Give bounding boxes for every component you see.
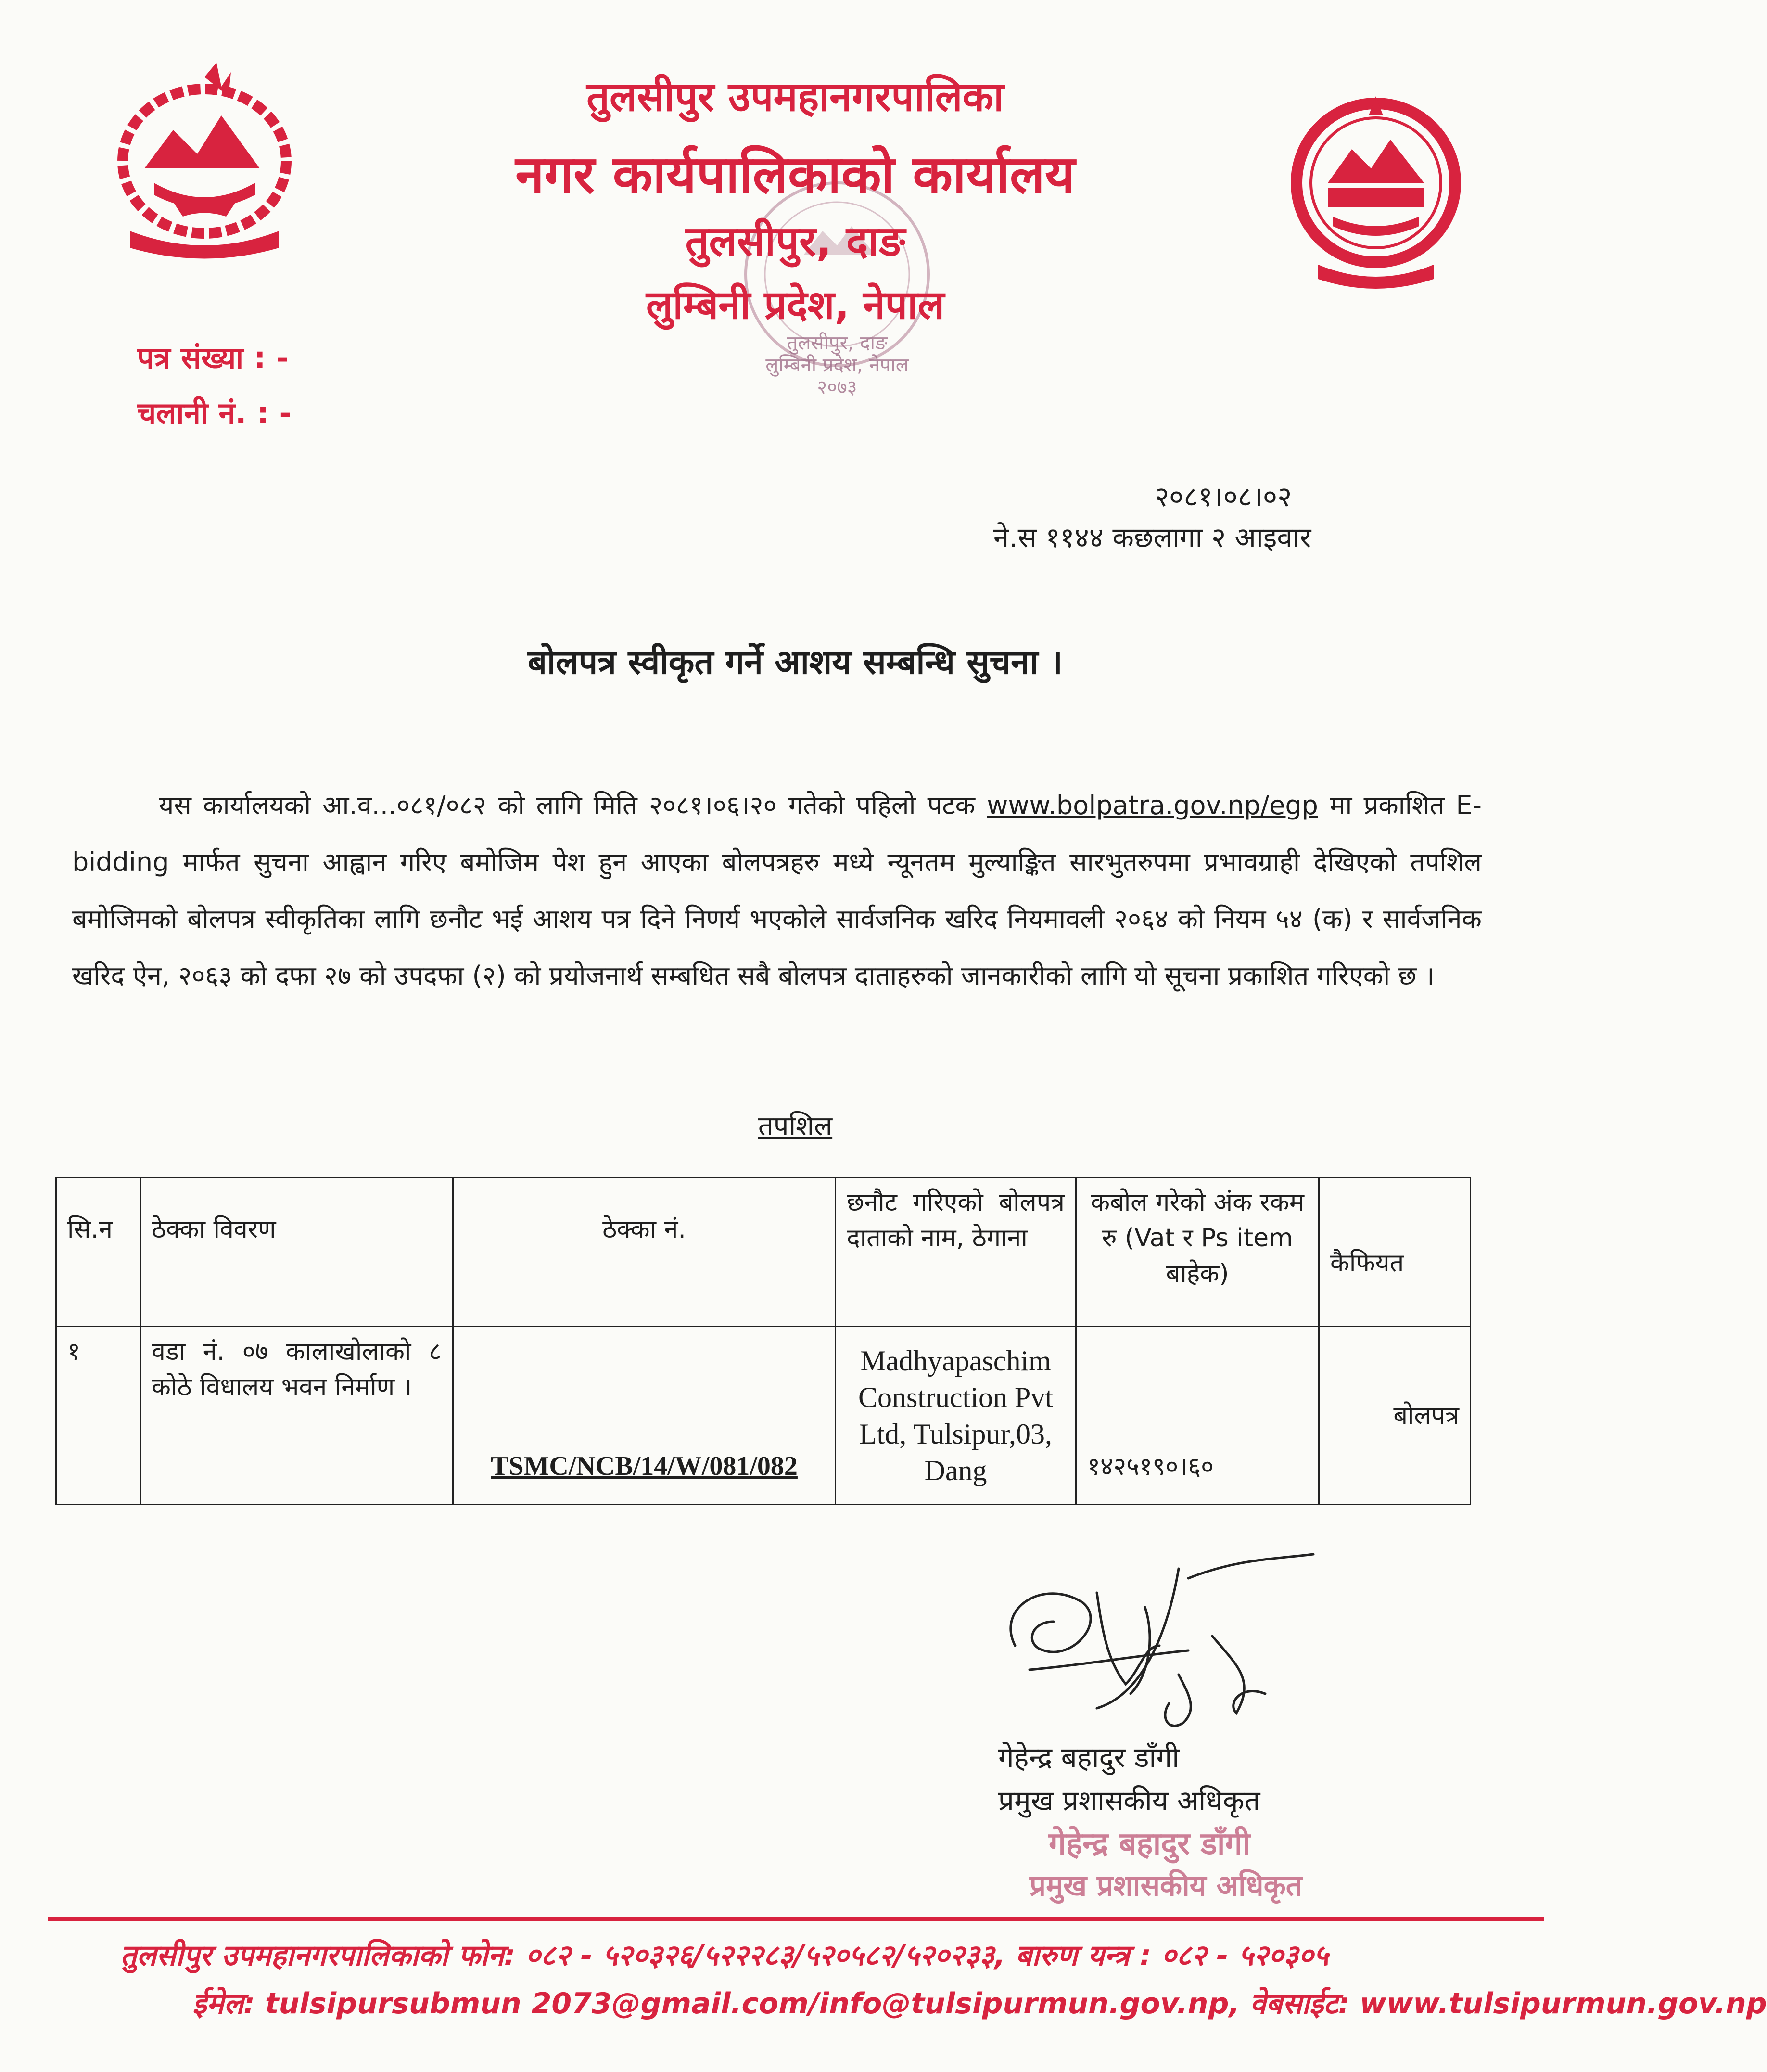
header-sn: सि.न [56,1177,140,1327]
bolpatra-link[interactable]: www.bolpatra.gov.np/egp [987,790,1318,820]
body-text-1: यस कार्यालयको आ.व...०८१/०८२ को लागि मिति २०८१।०६।२० गतेको पहिलो पटक [159,790,987,820]
notice-subject: बोलपत्र स्वीकृत गर्ने आशय सम्बन्धि सुचना । [527,642,1063,682]
signature-stamp-designation: प्रमुख प्रशासकीय अधिकृत [1030,1869,1302,1903]
row-remarks: बोलपत्र [1319,1327,1471,1505]
footer-divider [48,1917,1544,1921]
notice-body [72,777,1482,1004]
table-header-row [56,1177,1471,1327]
date-nepal-sambat: ने.स ११४४ कछलागा २ आइवार [993,521,1311,554]
date-bs: २०८१।०८।०२ [1155,480,1292,513]
body-text-2: मा प्रकाशित E-bidding मार्फत सुचना आह्वान गरिए बमोजिम पेश हुन आएका बोलपत्रहरु मध्ये न्यूनतम मुल्याङ्कित सारभुतरुपमा प्रभावग्राही देखिएको तपशिल बमोजिमको बोलपत्र स्वीकृतिका लागि छनौट भई आशय पत्र दिने निणर्य भएकोले सार्वजनिक खरिद नियमावली २०६४ को नियम ५४ (क) र सार्वजनिक खरिद ऐन, २०६३ को दफा २७ को उपदफा (२) को प्रयोजनार्थ सम्बधित सबै बोलपत्र दाताहरुको जानकारीको लागि यो सूचना प्रकाशित गरिएको छ । [72,790,1482,991]
seal-line-2: लुम्बिनी प्रदेश, नेपाल [765,354,909,376]
tapshil-heading: तपशिल [758,1111,833,1142]
row-amount: १४२५१९०।६० [1076,1327,1319,1505]
handwritten-signature [986,1549,1323,1752]
header-remarks: कैफियत [1319,1177,1471,1327]
seal-line-3: २०७३ [817,376,857,398]
footer-phone: तुलसीपुर उपमहानगरपालिकाको फोन: ०८२ - ५२०३२६/५२२२८३/५२०५८२/५२०२३३, बारुण यन्त्र : ०८२ - ५२०३०५ [120,1939,1329,1972]
seal-line-1: तुलसीपुर, दाङ [787,332,888,354]
row-bidder: Madhyapaschim Construction Pvt Ltd, Tulsipur,03, Dang [836,1327,1076,1505]
header-desc: ठेक्का विवरण [140,1177,453,1327]
bid-table [55,1177,1471,1505]
row-contract-no [453,1327,836,1505]
footer-contact: ईमेल: tulsipursubmun 2073@gmail.com/info@tulsipurmun.gov.np, वेबसाईट: www.tulsipurmun.gov.np [192,1987,1767,2021]
contract-number: TSMC/NCB/14/W/081/082 [491,1451,798,1481]
dispatch-number: चलानी नं. : - [137,396,292,431]
table-row [56,1327,1471,1505]
signatory-name: गेहेन्द्र बहादुर डाँगी [998,1741,1180,1774]
header-bidder: छनौट गरिएको बोलपत्र दाताको नाम, ठेगाना [836,1177,1076,1327]
row-sn: १ [56,1327,140,1505]
header-amount: कबोल गरेको अंक रकम रु (Vat र Ps item बाहेक) [1076,1177,1319,1327]
seal-inner-text [750,332,924,398]
letterhead-location: तुलसीपुर, दाङ [685,217,905,266]
signature-stamp-name: गेहेन्द्र बहादुर डाँगी [1049,1826,1251,1862]
letterhead-province: लुम्बिनी प्रदेश, नेपाल [646,282,945,328]
letterhead-office: नगर कार्यपालिकाको कार्यालय [515,145,1075,205]
row-desc: वडा नं. ०७ कालाखोलाको ८ कोठे विधालय भवन निर्माण । [140,1327,453,1505]
letterhead-municipality: तुलसीपुर उपमहानगरपालिका [586,73,1004,120]
letter-number: पत्र संख्या : - [137,340,289,375]
signatory-designation: प्रमुख प्रशासकीय अधिकृत [998,1784,1260,1817]
header-contract-no: ठेक्का नं. [453,1177,836,1327]
